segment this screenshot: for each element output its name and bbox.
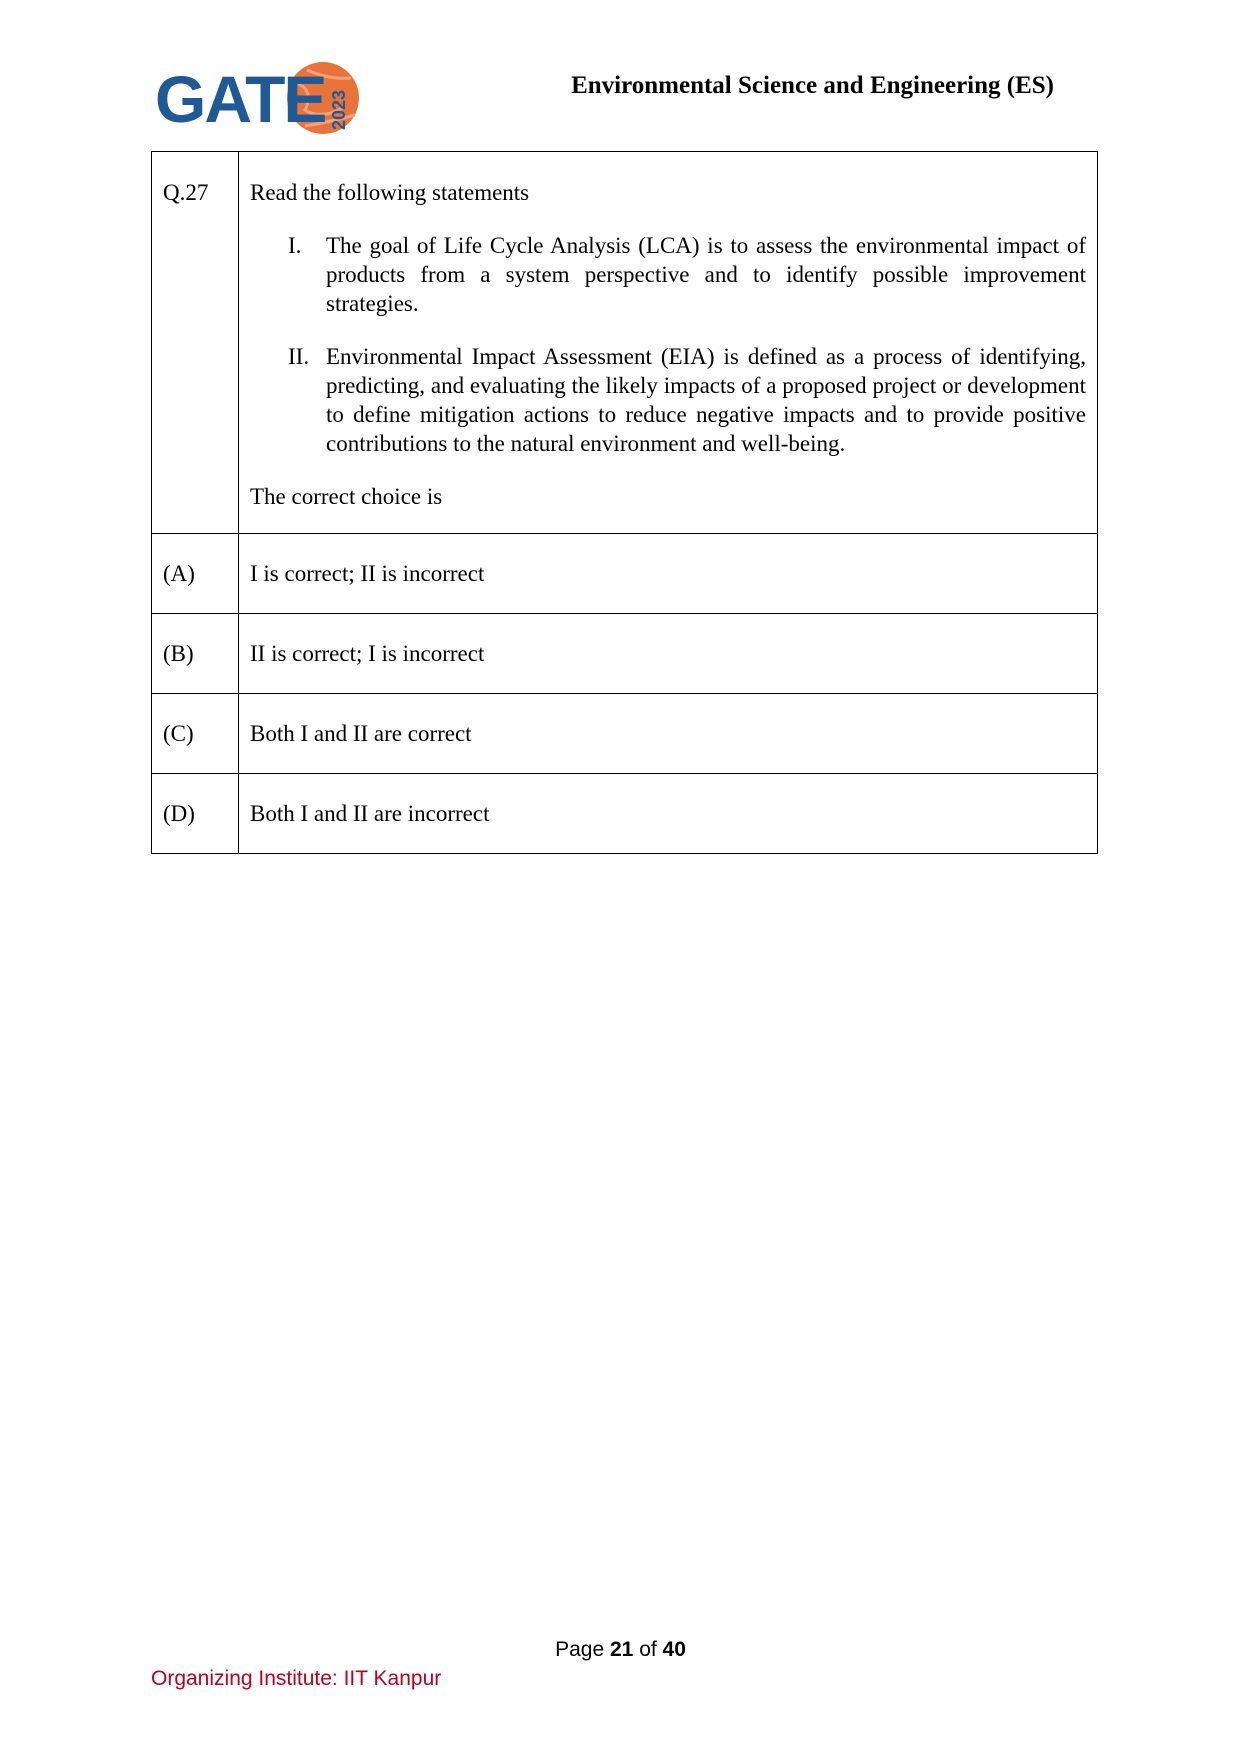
gate-2023-logo	[155, 60, 360, 140]
option-label: (D)	[152, 774, 239, 854]
option-text: Both I and II are incorrect	[239, 774, 1098, 854]
logo-text: GATE	[155, 62, 326, 136]
statement-list	[250, 231, 1086, 458]
page-prefix: Page	[555, 1638, 605, 1661]
statement-item	[250, 231, 1086, 318]
option-label: (A)	[152, 534, 239, 614]
option-label: (B)	[152, 614, 239, 694]
statement-label: I.	[288, 233, 302, 258]
statement-item	[250, 342, 1086, 458]
option-row-b	[152, 614, 1098, 694]
option-text: II is correct; I is incorrect	[239, 614, 1098, 694]
statement-label: II.	[288, 344, 310, 369]
logo-year: 2023	[329, 89, 349, 130]
option-row-a	[152, 534, 1098, 614]
page-total: 40	[662, 1638, 686, 1661]
option-text: I is correct; II is incorrect	[239, 534, 1098, 614]
page-current: 21	[609, 1638, 634, 1661]
page-sep: of	[639, 1638, 657, 1661]
option-text: Both I and II are correct	[239, 694, 1098, 774]
option-label: (C)	[152, 694, 239, 774]
question-number: Q.27	[152, 152, 239, 534]
question-row	[152, 152, 1098, 534]
statement-text: Environmental Impact Assessment (EIA) is defined as a process of identifying, predicting, and evaluating the likely impacts of a proposed project or development to define mitigation actions to reduce negative impacts and to provide positive contributions to the natural environment and well-being.	[326, 344, 1086, 456]
statement-text: The goal of Life Cycle Analysis (LCA) is to assess the environmental impact of products from a system perspective and to identify possible improvement strategies.	[326, 233, 1086, 316]
page-title: Environmental Science and Engineering (ES)	[571, 72, 1054, 99]
question-body	[239, 152, 1098, 534]
option-row-c	[152, 694, 1098, 774]
page-number	[0, 1638, 1241, 1662]
question-closing: The correct choice is	[250, 484, 443, 509]
question-lead: Read the following statements	[250, 180, 530, 205]
option-row-d	[152, 774, 1098, 854]
organizer-note: Organizing Institute: IIT Kanpur	[151, 1667, 442, 1690]
question-table	[151, 151, 1098, 854]
